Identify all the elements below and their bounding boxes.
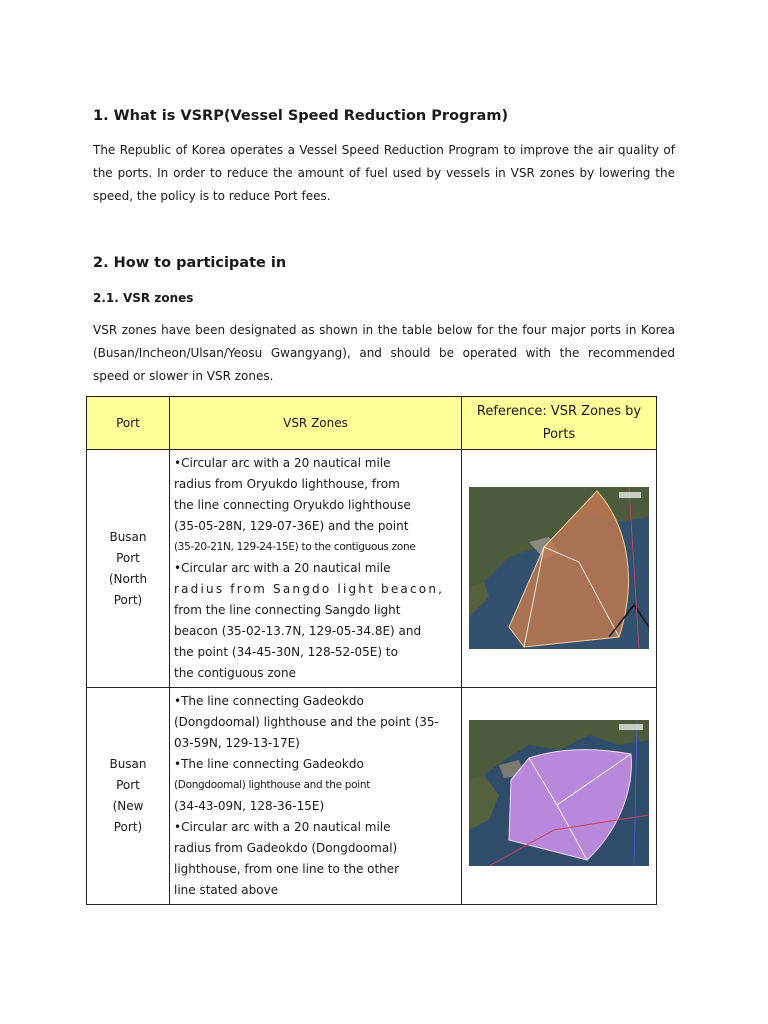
zone-line: •Circular arc with a 20 nautical mile <box>174 561 391 575</box>
zone-line: line stated above <box>174 883 279 897</box>
header-vsr-zones: VSR Zones <box>170 397 462 450</box>
zone-line: from the line connecting Sangdo light <box>174 603 401 617</box>
zone-line: 03-59N, 129-13-17E) <box>174 736 300 750</box>
zones-cell <box>170 450 462 688</box>
zone-line: radius from Oryukdo lighthouse, from <box>174 477 400 491</box>
zone-line: (Dongdoomal) lighthouse and the point <box>174 779 371 791</box>
zones-cell <box>170 688 462 905</box>
section-2-paragraph: VSR zones have been designated as shown in the table below for the four major ports in Korea (Busan/Incheon/Ulsan/Yeosu Gwangyang), and should be operated with the recommended speed or slower in VSR zones. <box>93 323 675 383</box>
section-1-heading: 1. What is VSRP(Vessel Speed Reduction Program) <box>93 108 509 124</box>
vsr-zones-table <box>86 396 657 905</box>
port-line: Busan <box>109 757 147 771</box>
busan-new-port-map-image <box>469 720 649 866</box>
port-cell <box>87 688 170 905</box>
map-cell <box>462 450 657 688</box>
zone-line: •The line connecting Gadeokdo <box>174 694 364 708</box>
section-1-paragraph: The Republic of Korea operates a Vessel Speed Reduction Program to improve the air quality of the ports. In order to reduce the amount of fuel used by vessels in VSR zones by lowering the speed, the policy is to reduce Port fees. <box>93 143 675 203</box>
port-cell <box>87 450 170 688</box>
zone-line: (35-05-28N, 129-07-36E) and the point <box>174 519 409 533</box>
zone-line: (Dongdoomal) lighthouse and the point (35- <box>174 715 439 729</box>
zone-line: lighthouse, from one line to the other <box>174 862 400 876</box>
table-row <box>87 688 657 905</box>
zone-line: radius from Gadeokdo (Dongdoomal) <box>174 841 398 855</box>
port-line: (North <box>108 571 148 586</box>
zone-line: radius from Sangdo light beacon, <box>174 582 445 596</box>
section-2-heading: 2. How to participate in <box>93 255 287 271</box>
map-cell <box>462 688 657 905</box>
port-line: Port <box>116 778 140 792</box>
zone-line: (35-20-21N, 129-24-15E) to the contiguous zone <box>174 541 416 553</box>
header-port: Port <box>87 397 170 450</box>
zone-line: •The line connecting Gadeokdo <box>174 757 364 771</box>
zone-line: (34-43-09N, 128-36-15E) <box>174 799 325 813</box>
port-line: Port) <box>113 592 143 607</box>
section-2-1-heading: 2.1. VSR zones <box>93 291 194 305</box>
table-row <box>87 450 657 688</box>
table-header-row <box>87 397 657 450</box>
zone-line: the contiguous zone <box>174 666 296 680</box>
zone-line: •Circular arc with a 20 nautical mile <box>174 820 391 834</box>
port-line: Port) <box>113 820 143 834</box>
busan-north-port-map-image <box>469 487 649 649</box>
zone-line: the point (34-45-30N, 128-52-05E) to <box>174 645 398 659</box>
header-reference <box>462 397 657 450</box>
header-reference-text: Reference: VSR Zones by Ports <box>476 404 642 442</box>
port-line: Busan <box>109 529 147 544</box>
port-line: (New <box>112 799 144 813</box>
zone-line: beacon (35-02-13.7N, 129-05-34.8E) and <box>174 624 422 638</box>
zone-line: the line connecting Oryukdo lighthouse <box>174 498 411 512</box>
zone-line: •Circular arc with a 20 nautical mile <box>174 456 391 470</box>
port-line: Port <box>116 550 140 565</box>
